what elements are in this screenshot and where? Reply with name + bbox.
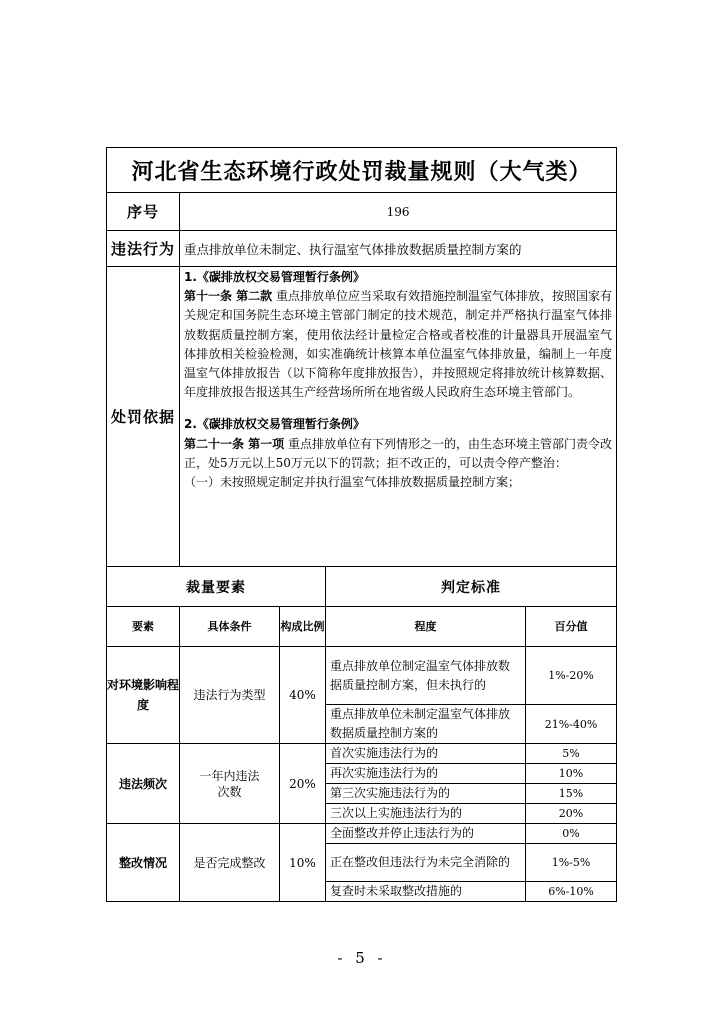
factor-element: 违法频次 — [107, 744, 180, 824]
factor-element: 对环境影响程度 — [107, 647, 180, 744]
level-degree: 重点排放单位未制定温室气体排放数据质量控制方案的 — [326, 705, 526, 744]
level-degree: 三次以上实施违法行为的 — [326, 804, 526, 824]
level-percent: 6%-10% — [526, 882, 617, 902]
factor-ratio: 20% — [280, 744, 326, 824]
level-degree: 重点排放单位制定温室气体排放数据质量控制方案，但未执行的 — [326, 647, 526, 705]
table-row — [107, 824, 617, 844]
basis-article-1: 第十一条 第二款 — [184, 289, 273, 304]
level-percent: 1%-5% — [526, 844, 617, 882]
factor-condition: 一年内违法次数 — [180, 744, 280, 824]
factor-condition: 违法行为类型 — [180, 647, 280, 744]
discretion-table — [106, 147, 617, 902]
table-row — [107, 647, 617, 705]
basis-clause-2: （一）未按照规定制定并执行温室气体排放数据质量控制方案； — [184, 475, 521, 490]
level-percent: 10% — [526, 764, 617, 784]
col-degree: 程度 — [326, 607, 526, 647]
basis-text-1: 重点排放单位应当采取有效措施控制温室气体排放，按照国家有关规定和国务院生态环境主管部门制定的技术规范，制定并严格执行温室气体排放数据质量控制方案，使用依法经计量检定合格或者校准的计量器具开展温室气体排放相关检验检测，如实准确统计核算本单位温室气体排放量，编制上一年度温室气体排放报告（以下简称年度排放报告），并按照规定将排放统计核算数据、年度排放报告报送其生产经营场所所在地省级人民政府生态环境主管部门。 — [184, 289, 613, 400]
level-percent: 5% — [526, 744, 617, 764]
discretion-factors-header: 裁量要素 — [107, 567, 326, 607]
serial-value: 196 — [180, 193, 617, 231]
level-degree: 全面整改并停止违法行为的 — [326, 824, 526, 844]
level-degree: 第三次实施违法行为的 — [326, 784, 526, 804]
col-percent: 百分值 — [526, 607, 617, 647]
level-degree: 正在整改但违法行为未完全消除的 — [326, 844, 526, 882]
level-percent: 15% — [526, 784, 617, 804]
serial-label: 序号 — [107, 193, 180, 231]
basis-paragraph-1 — [184, 287, 612, 402]
factor-condition: 是否完成整改 — [180, 824, 280, 902]
basis-text-2: 重点排放单位有下列情形之一的，由生态环境主管部门责令改正，处5万元以上50万元以下的罚款；拒不改正的，可以责令停产整治： — [184, 436, 613, 470]
basis-article-2: 第二十一条 第一项 — [184, 436, 285, 451]
level-degree: 再次实施违法行为的 — [326, 764, 526, 784]
factor-element: 整改情况 — [107, 824, 180, 902]
table-row — [107, 744, 617, 764]
factor-ratio: 40% — [280, 647, 326, 744]
judgment-standard-header: 判定标准 — [326, 567, 617, 607]
violation-value: 重点排放单位未制定、执行温室气体排放数据质量控制方案的 — [180, 231, 617, 267]
level-percent: 0% — [526, 824, 617, 844]
document-title: 河北省生态环境行政处罚裁量规则（大气类） — [107, 148, 617, 193]
level-percent: 1%-20% — [526, 647, 617, 705]
basis-label: 处罚依据 — [107, 267, 180, 567]
factor-ratio: 10% — [280, 824, 326, 902]
col-ratio: 构成比例 — [280, 607, 326, 647]
level-degree: 复查时未采取整改措施的 — [326, 882, 526, 902]
violation-label: 违法行为 — [107, 231, 180, 267]
basis-source-1: 1.《碳排放权交易管理暂行条例》 — [184, 270, 365, 284]
col-condition: 具体条件 — [180, 607, 280, 647]
col-element: 要素 — [107, 607, 180, 647]
basis-paragraph-2 — [184, 435, 612, 473]
basis-source-2: 2.《碳排放权交易管理暂行条例》 — [184, 417, 365, 432]
level-percent: 21%-40% — [526, 705, 617, 744]
page-number: - 5 - — [337, 949, 387, 967]
penalty-discretion-sheet — [106, 147, 616, 902]
basis-content — [180, 267, 617, 567]
level-percent: 20% — [526, 804, 617, 824]
level-degree: 首次实施违法行为的 — [326, 744, 526, 764]
